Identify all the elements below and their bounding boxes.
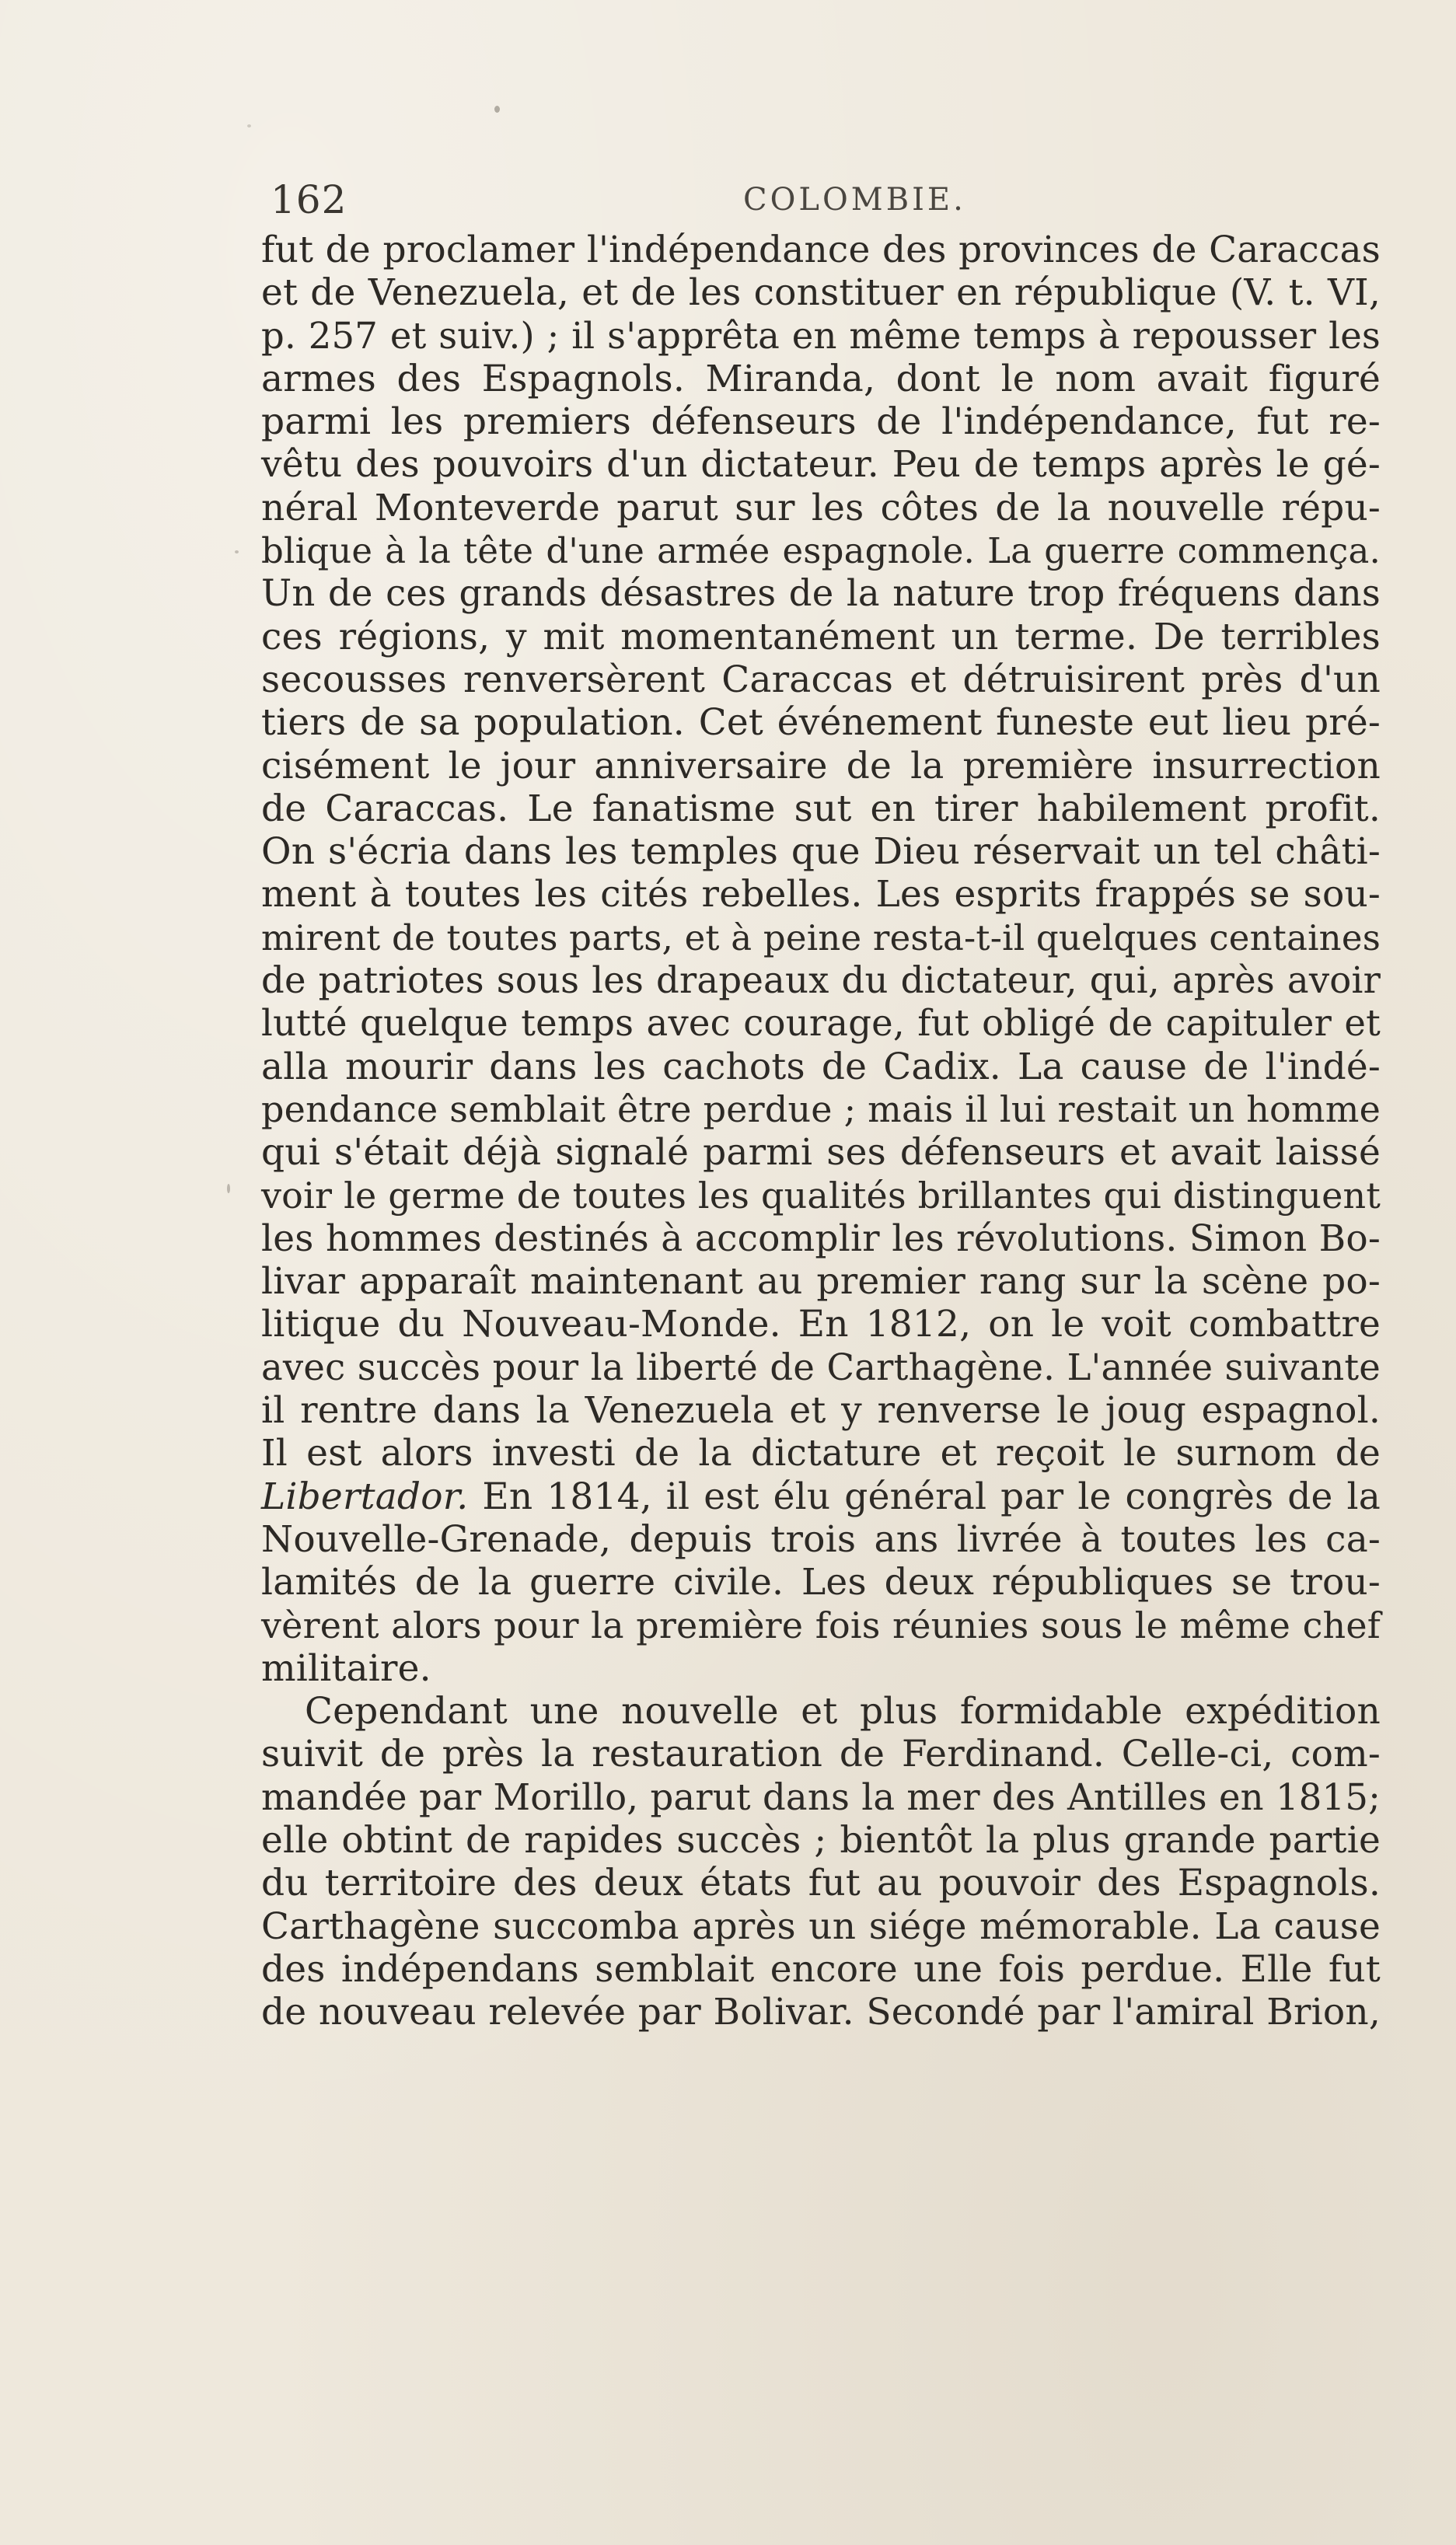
text-line: ment à toutes les cités rebelles. Les esprits frappés se sou-: [261, 873, 1381, 916]
text-line: Carthagène succomba après un siége mémorable. La cause: [261, 1904, 1381, 1948]
text-line: avec succès pour la liberté de Carthagène. L'année suivante: [261, 1346, 1381, 1388]
text-line: Cependant une nouvelle et plus formidable expédition: [305, 1690, 1381, 1733]
text-line: elle obtint de rapides succès ; bientôt la plus grande partie: [261, 1818, 1381, 1862]
text-line: pendance semblait être perdue ; mais il lui restait un homme: [261, 1087, 1381, 1130]
text-line: Nouvelle-Grenade, depuis trois ans livrée à toutes les ca-: [261, 1517, 1381, 1561]
text-line: mandée par Morillo, parut dans la mer des Antilles en 1815;: [261, 1775, 1381, 1818]
text-line: vèrent alors pour la première fois réunies sous le même chef: [261, 1604, 1381, 1646]
text-line: parmi les premiers défenseurs de l'indépendance, fut re-: [261, 400, 1381, 444]
text-line: il rentre dans la Venezuela et y renverse le joug espagnol.: [261, 1389, 1381, 1433]
text-line: fut de proclamer l'indépendance des provinces de Caraccas: [261, 229, 1381, 271]
paper-speck: [227, 1184, 230, 1193]
paper-speck: [247, 124, 251, 127]
page-number: 162: [271, 177, 347, 222]
text-line-rest: En 1814, il est élu général par le congrès de la: [468, 1475, 1381, 1518]
text-line: et de Venezuela, et de les constituer en république (V. t. VI,: [261, 271, 1381, 315]
text-line: Il est alors investi de la dictature et reçoit le surnom de: [261, 1432, 1381, 1475]
italic-title-libertador: Libertador.: [261, 1475, 469, 1518]
text-line: militaire.: [261, 1646, 431, 1690]
text-line: litique du Nouveau-Monde. En 1812, on le voit combattre: [261, 1303, 1381, 1346]
text-line: lutté quelque temps avec courage, fut obligé de capituler et: [261, 1002, 1381, 1045]
text-line: de Caraccas. Le fanatisme sut en tirer habilement profit.: [261, 787, 1381, 830]
text-line: mirent de toutes parts, et à peine resta-t-il quelques centaines: [261, 916, 1381, 958]
text-line: p. 257 et suiv.) ; il s'apprêta en même temps à repousser les: [261, 314, 1381, 357]
text-line: de patriotes sous les drapeaux du dictateur, qui, après avoir: [261, 959, 1381, 1002]
page-header: [271, 177, 1382, 232]
text-line: Un de ces grands désastres de la nature trop fréquens dans: [261, 572, 1381, 615]
text-line: On s'écria dans les temples que Dieu réservait un tel châti-: [261, 830, 1381, 874]
text-line: lamités de la guerre civile. Les deux républiques se trou-: [261, 1561, 1381, 1604]
text-line: les hommes destinés à accomplir les révolutions. Simon Bo-: [261, 1217, 1381, 1260]
text-line: alla mourir dans les cachots de Cadix. La cause de l'indé-: [261, 1045, 1381, 1088]
text-line: livar apparaît maintenant au premier rang sur la scène po-: [261, 1260, 1381, 1304]
text-line: voir le germe de toutes les qualités brillantes qui distinguent: [261, 1174, 1381, 1217]
paper-speck: [235, 550, 239, 553]
paper-speck: [494, 106, 500, 113]
text-line: secousses renversèrent Caraccas et détruisirent près d'un: [261, 658, 1381, 701]
text-line: cisément le jour anniversaire de la première insurrection: [261, 744, 1381, 787]
text-line: blique à la tête d'une armée espagnole. La guerre commença.: [261, 530, 1381, 572]
running-head: COLOMBIE.: [743, 182, 966, 218]
text-line: suivit de près la restauration de Ferdinand. Celle-ci, com-: [261, 1733, 1381, 1776]
text-line: des indépendans semblait encore une fois perdue. Elle fut: [261, 1947, 1381, 1991]
text-line: néral Monteverde parut sur les côtes de la nouvelle répu-: [261, 486, 1381, 529]
text-line: de nouveau relevée par Bolivar. Secondé par l'amiral Brion,: [261, 1991, 1381, 2034]
text-line: [261, 1475, 1381, 1518]
text-line: du territoire des deux états fut au pouvoir des Espagnols.: [261, 1862, 1381, 1905]
text-line: qui s'était déjà signalé parmi ses défenseurs et avait laissé: [261, 1131, 1381, 1175]
text-line: vêtu des pouvoirs d'un dictateur. Peu de temps après le gé-: [261, 443, 1381, 487]
text-line: ces régions, y mit momentanément un terme. De terribles: [261, 615, 1381, 658]
body-text: [261, 229, 1381, 2034]
text-line: tiers de sa population. Cet événement funeste eut lieu pré-: [261, 701, 1381, 745]
text-line: armes des Espagnols. Miranda, dont le nom avait figuré: [261, 357, 1381, 400]
